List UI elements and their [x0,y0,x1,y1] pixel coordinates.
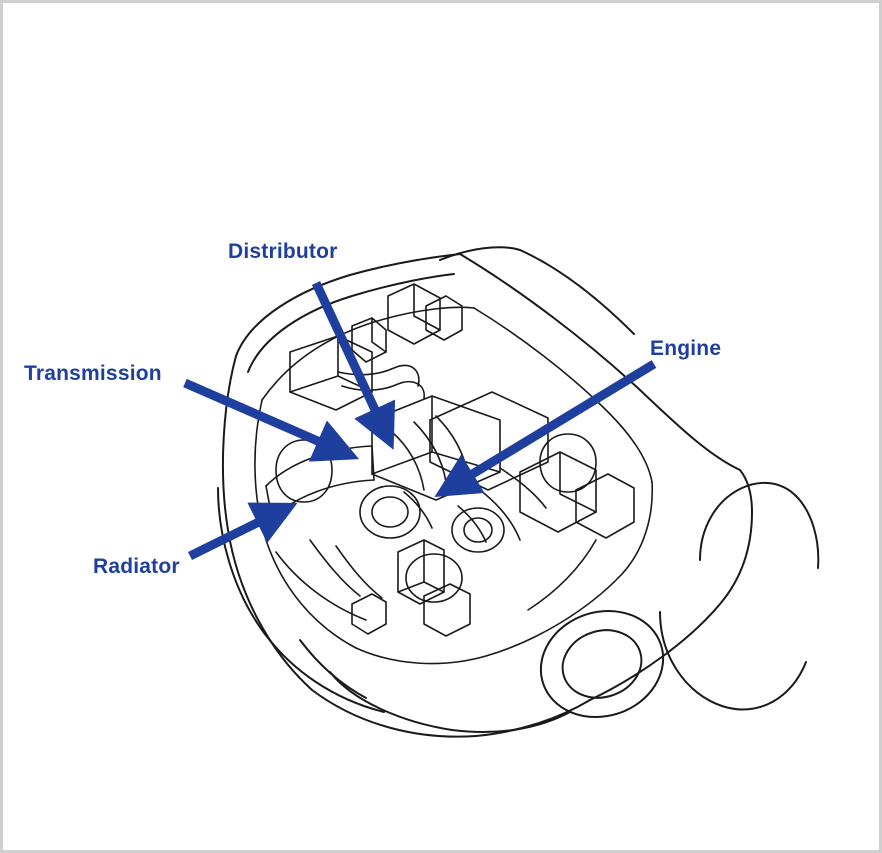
callout-label-distributor: Distributor [228,240,338,263]
callout-label-radiator: Radiator [93,555,180,578]
arrow-engine [456,364,654,484]
callout-label-engine: Engine [650,337,722,360]
arrow-transmission [185,383,336,449]
engine-bay-contents [255,284,652,664]
callout-label-transmission: Transmission [24,362,162,385]
car-body-outline [218,247,818,736]
border-top [0,0,882,3]
border-left [0,0,3,853]
